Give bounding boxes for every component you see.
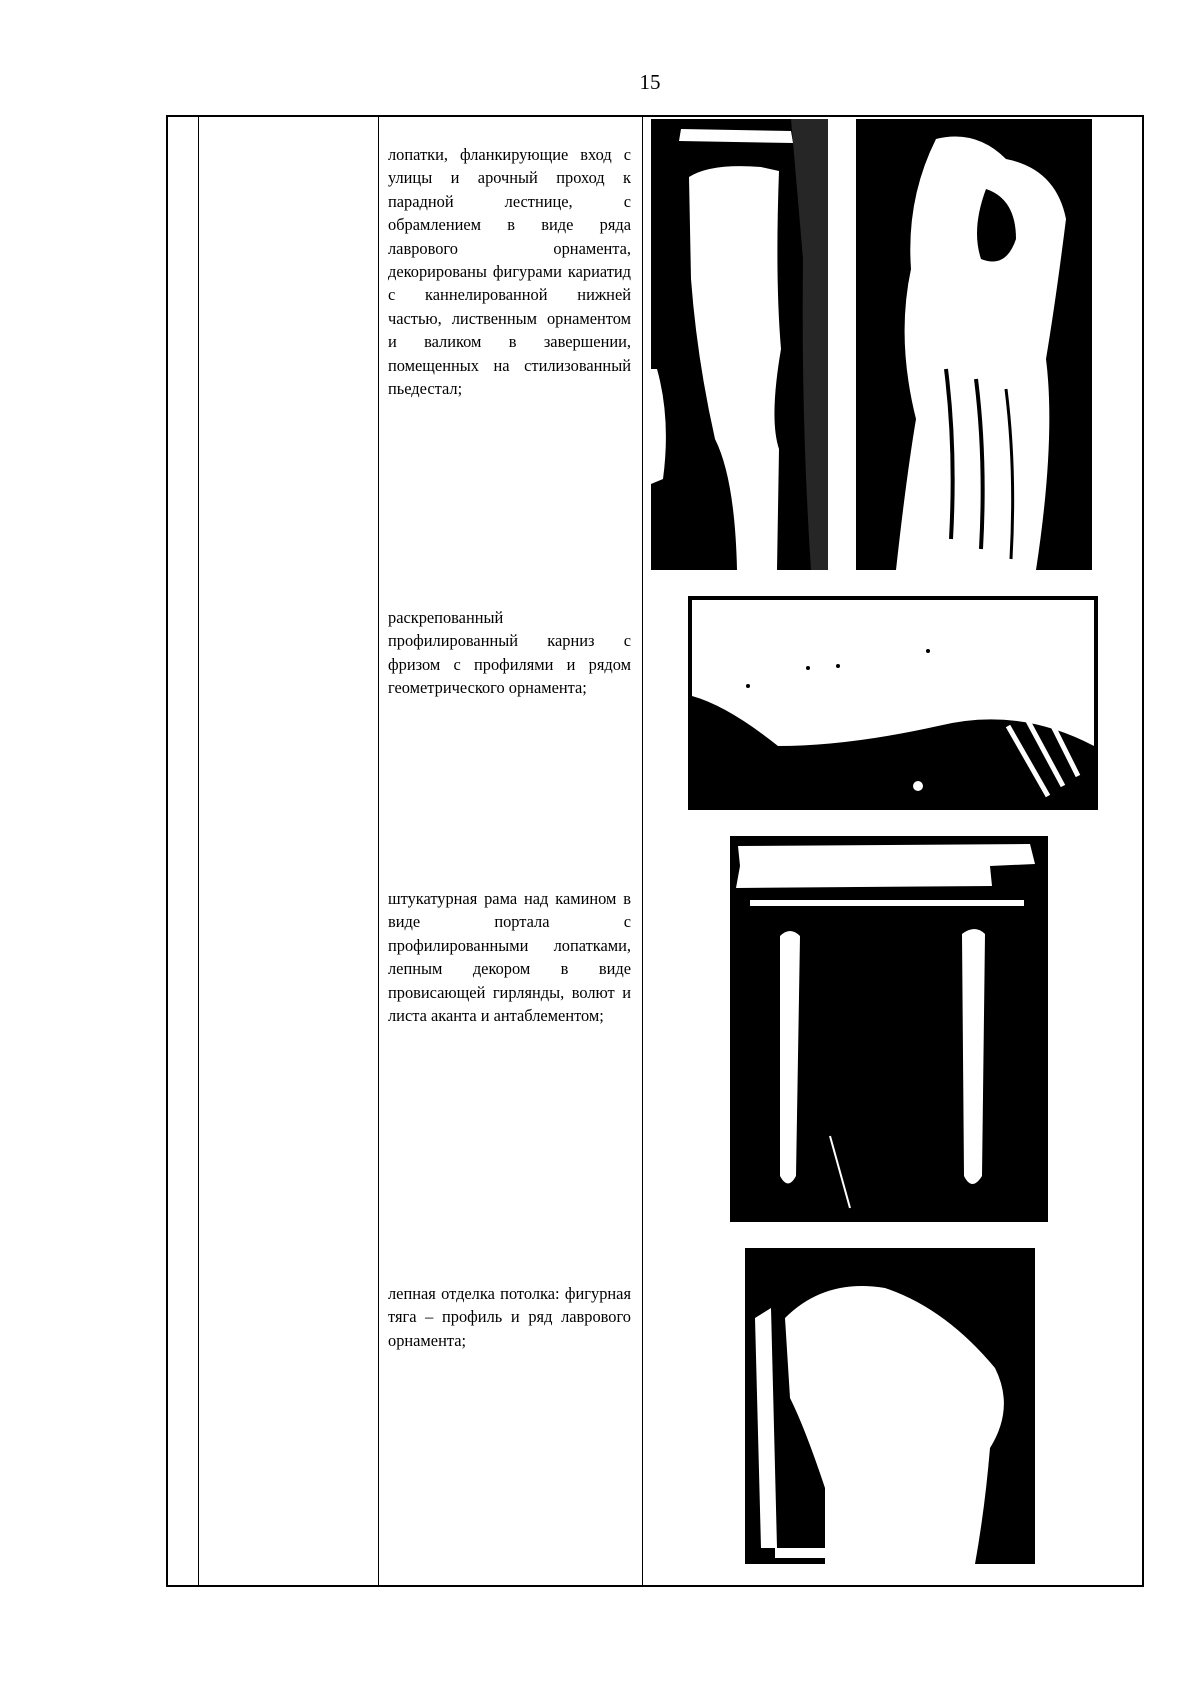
column-divider-3	[642, 117, 643, 1585]
entry-text-cornice: раскрепованный профилированный карниз с фризом с профилями и рядом геометрического орнамента;	[388, 608, 631, 698]
pilaster-photo	[651, 119, 828, 570]
ceiling-molding-photo	[745, 1248, 1035, 1564]
column-divider-1	[198, 117, 199, 1585]
entry-text-pilasters: лопатки, фланкирующие вход с улицы и арочный проход к парадной лестнице, с обрамлением в виде ряда лаврового орнамента, декорированы фигурами кариатид с каннелированной нижней частью, лиственным орнаментом и валиком в завершении, помещенных на стилизованный пьедестал;	[388, 145, 631, 399]
entry-text-ceiling-molding: лепная отделка потолка: фигурная тяга – профиль и ряд лаврового орнамента;	[388, 1284, 631, 1350]
page-number: 15	[639, 70, 661, 94]
column-divider-2	[378, 117, 379, 1585]
fireplace-frame-photo	[730, 836, 1048, 1222]
caryatid-photo	[856, 119, 1092, 570]
entry-text-fireplace-frame: штукатурная рама над камином в виде портала с профилированными лопатками, лепным декором в виде провисающей гирлянды, волют и листа аканта и антаблементом;	[388, 889, 631, 1026]
cornice-photo	[688, 596, 1098, 810]
